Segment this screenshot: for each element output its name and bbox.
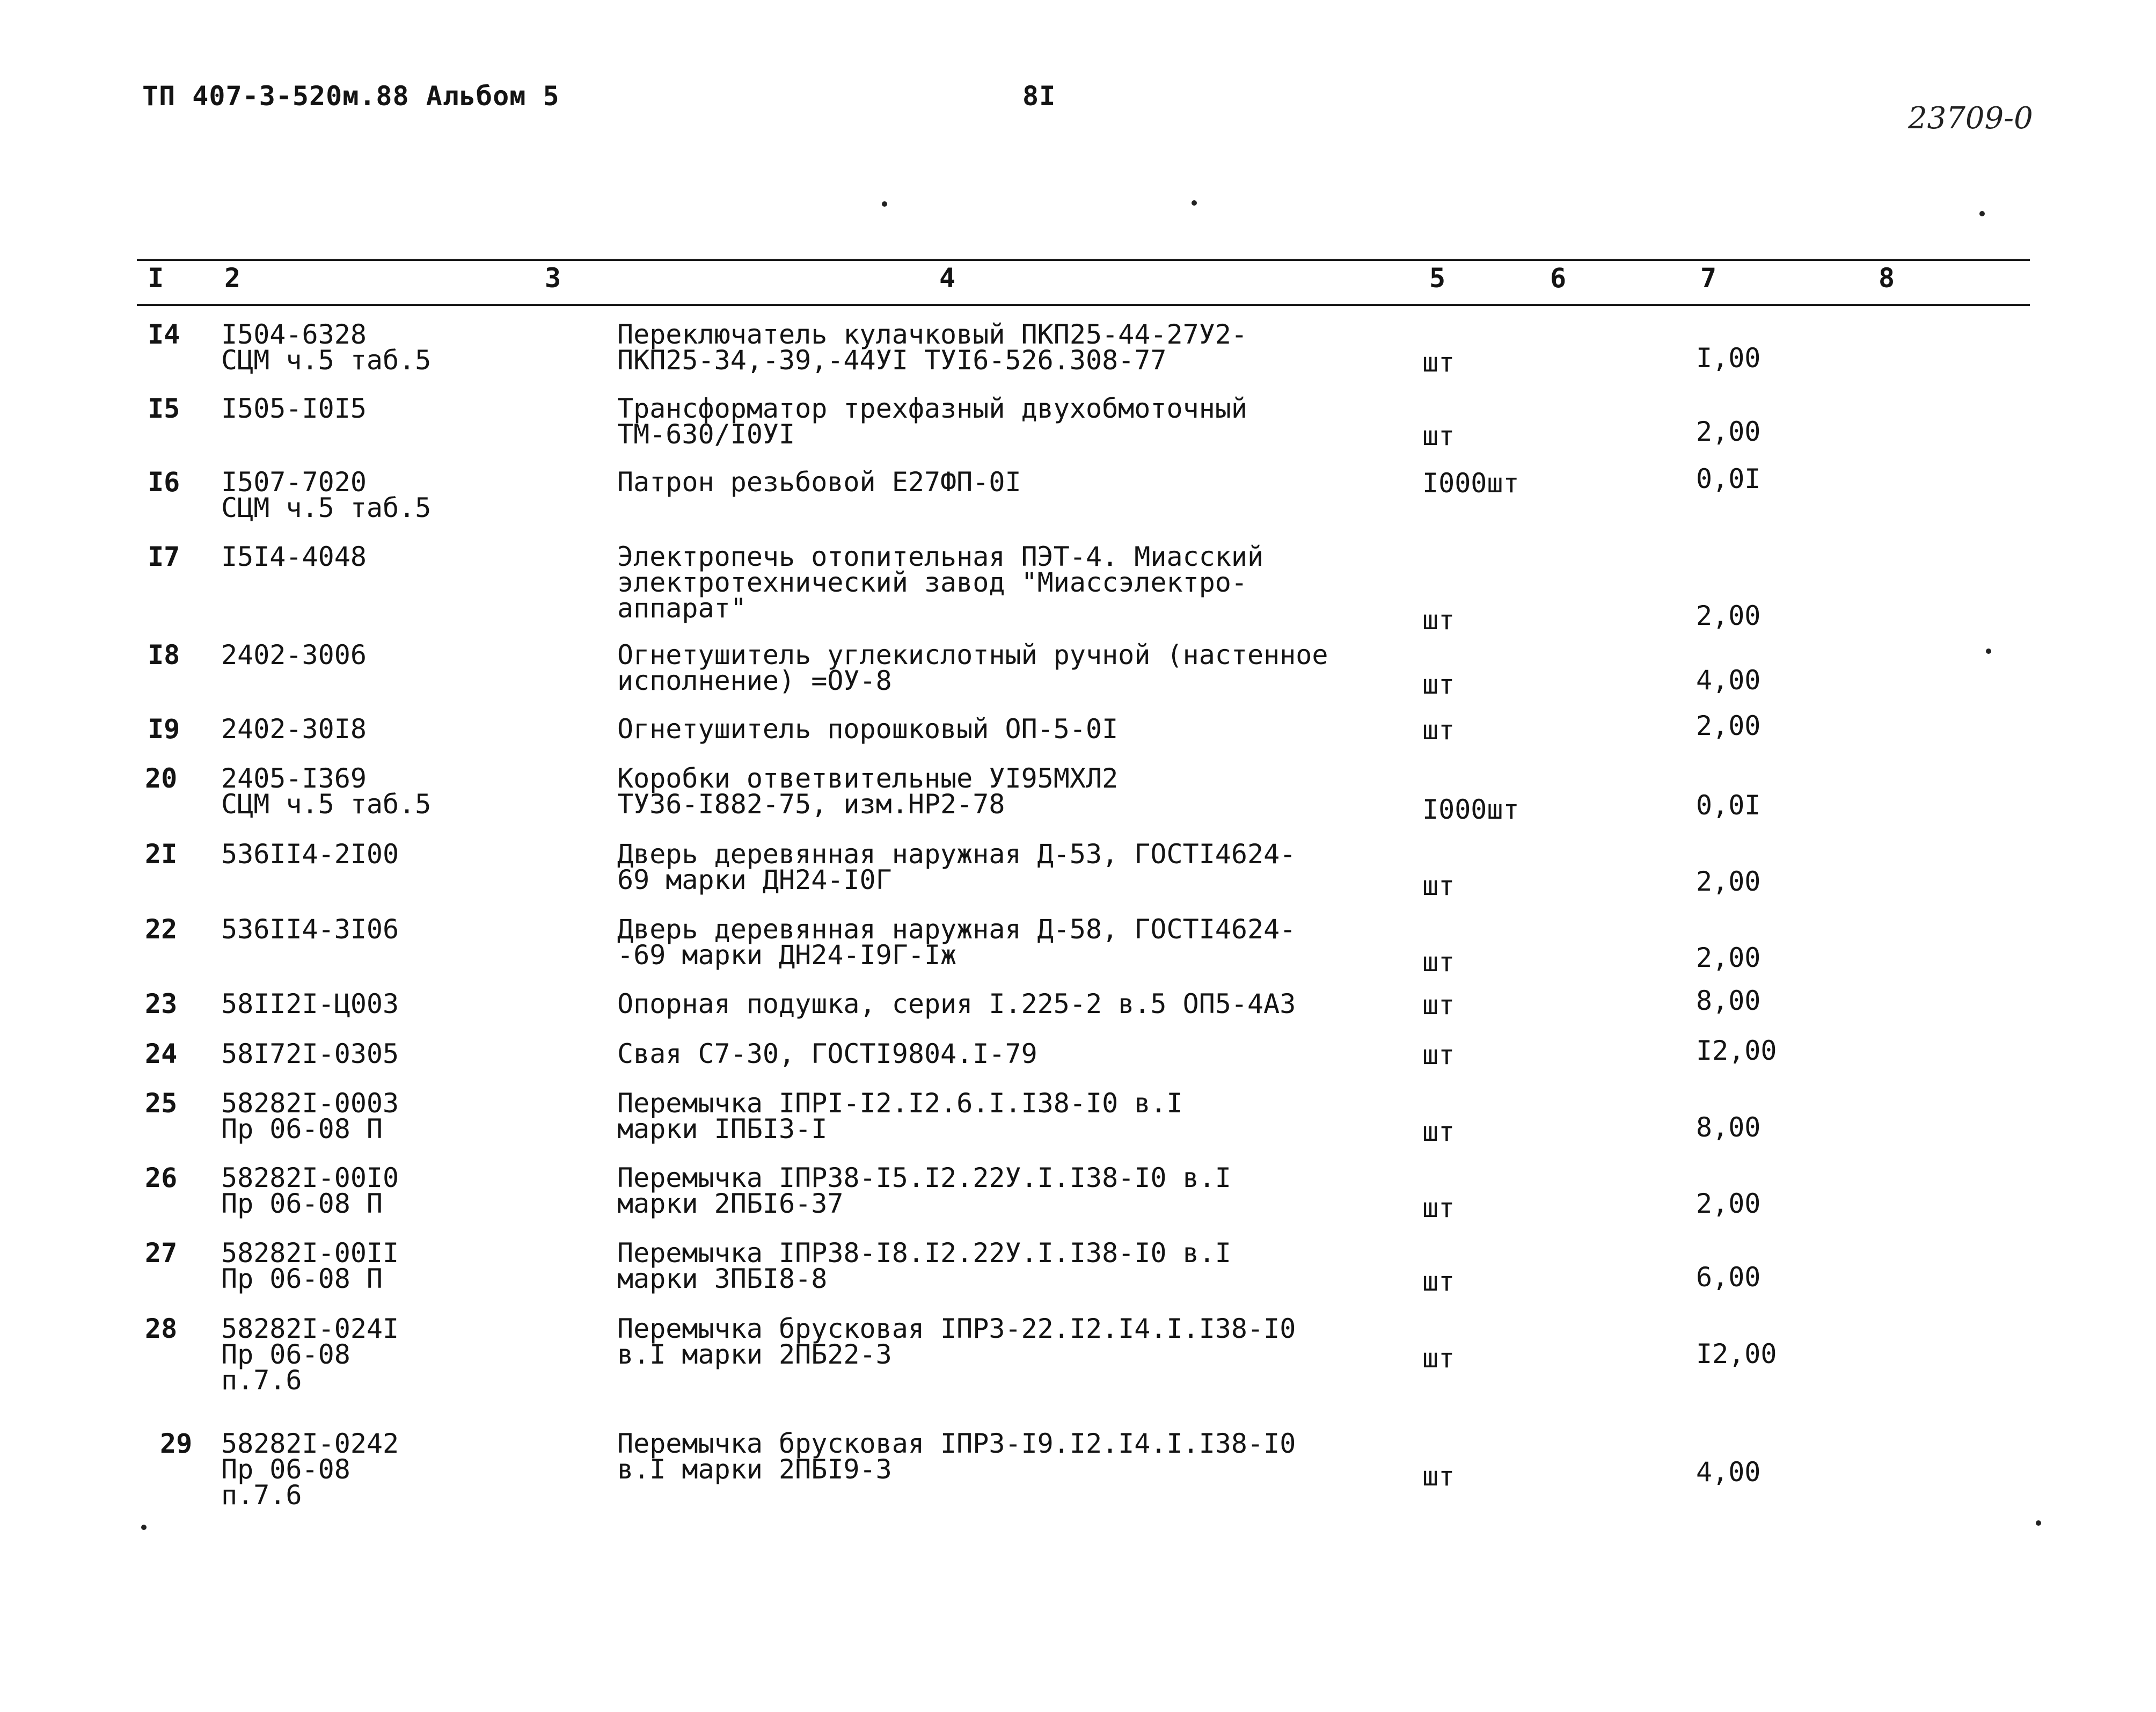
quantity-cell: 8,00: [1696, 1112, 1761, 1143]
row-number: 22: [145, 914, 178, 945]
unit-cell: шт: [1422, 989, 1455, 1021]
page-number: 8I: [1022, 81, 1056, 112]
quantity-cell: 6,00: [1696, 1262, 1761, 1293]
unit-cell: шт: [1422, 1266, 1455, 1297]
column-header-5: 5: [1429, 263, 1446, 294]
name-line: исполнение) =ОУ-8: [617, 665, 892, 696]
quantity-cell: 8,00: [1696, 985, 1761, 1016]
row-number: I4: [148, 319, 180, 350]
quantity-cell: 2,00: [1696, 600, 1761, 631]
unit-cell: шт: [1422, 604, 1455, 636]
code-line: 2402-30I8: [221, 713, 367, 745]
name-line: в.I марки 2ПБ22-3: [617, 1339, 892, 1370]
code-line: 58282I-00I0: [221, 1162, 399, 1193]
row-number: 23: [145, 988, 178, 1019]
name-line: аппарат": [617, 593, 747, 624]
archive-stamp: 23709-0: [1908, 101, 2033, 136]
quantity-cell: 2,00: [1696, 942, 1761, 973]
scan-speck: [2036, 1520, 2041, 1526]
scan-speck: [882, 201, 887, 207]
unit-cell: шт: [1422, 1343, 1455, 1374]
column-header-6: 6: [1550, 263, 1567, 294]
name-line: Опорная подушка, серия I.225-2 в.5 ОП5-4АЗ: [617, 988, 1296, 1019]
name-line: Огнетушитель углекислотный ручной (настенное: [617, 639, 1328, 671]
name-line: Перемычка IПРI-I2.I2.6.I.I38-I0 в.I: [617, 1088, 1183, 1119]
name-line: ПКП25-34,-39,-44УI ТУI6-526.308-77: [617, 345, 1167, 376]
code-line: 536II4-2I00: [221, 839, 399, 870]
quantity-cell: 4,00: [1696, 665, 1761, 696]
unit-cell: I000шт: [1422, 794, 1519, 825]
code-line: 58282I-00II: [221, 1237, 399, 1269]
row-number: 25: [145, 1088, 178, 1119]
unit-cell: шт: [1422, 715, 1455, 746]
code-line: I507-7020: [221, 467, 367, 498]
code-line: Пр 06-08: [221, 1339, 350, 1370]
row-number: 28: [145, 1313, 178, 1344]
row-number: I8: [148, 639, 180, 671]
code-line: п.7.6: [221, 1365, 302, 1396]
unit-cell: шт: [1422, 669, 1455, 700]
code-line: I505-I0I5: [221, 393, 367, 424]
code-line: 58282I-0242: [221, 1428, 399, 1459]
unit-cell: шт: [1422, 1116, 1455, 1147]
name-line: ТМ-630/I0УI: [617, 419, 795, 450]
quantity-cell: 0,0I: [1696, 790, 1761, 821]
quantity-cell: 2,00: [1696, 416, 1761, 447]
code-line: СЦМ ч.5 таб.5: [221, 492, 432, 523]
unit-cell: шт: [1422, 347, 1455, 378]
code-line: Пр 06-08: [221, 1454, 350, 1485]
unit-cell: шт: [1422, 1461, 1455, 1492]
code-line: 2402-3006: [221, 639, 367, 671]
scan-speck: [141, 1525, 147, 1530]
quantity-cell: 0,0I: [1696, 463, 1761, 494]
document-code: ТП 407-3-520м.88 Альбом 5: [142, 81, 560, 112]
name-line: марки 2ПБI6-37: [617, 1188, 844, 1219]
code-line: СЦМ ч.5 таб.5: [221, 345, 432, 376]
column-header-8: 8: [1879, 263, 1895, 294]
name-line: Свая С7-30, ГОСТI9804.I-79: [617, 1038, 1037, 1069]
quantity-cell: 4,00: [1696, 1456, 1761, 1488]
code-line: 58282I-0003: [221, 1088, 399, 1119]
column-header-7: 7: [1700, 263, 1717, 294]
name-line: Переключатель кулачковый ПКП25-44-27У2-: [617, 319, 1247, 350]
quantity-cell: I,00: [1696, 343, 1761, 374]
name-line: ТУ36-I882-75, изм.НР2-78: [617, 789, 1005, 820]
name-line: Перемычка IПР38-I5.I2.22У.I.I38-I0 в.I: [617, 1162, 1231, 1193]
row-number: 27: [145, 1237, 178, 1269]
row-number: I5: [148, 393, 180, 424]
unit-cell: шт: [1422, 1039, 1455, 1070]
code-line: СЦМ ч.5 таб.5: [221, 789, 432, 820]
row-number: I9: [148, 713, 180, 745]
row-number: I6: [148, 467, 180, 498]
code-line: 2405-I369: [221, 763, 367, 794]
row-number: 29: [160, 1428, 193, 1459]
unit-cell: шт: [1422, 870, 1455, 901]
name-line: марки 3ПБI8-8: [617, 1263, 828, 1294]
row-number: 24: [145, 1038, 178, 1069]
name-line: Перемычка брусковая IПРЗ-I9.I2.I4.I.I38-I0: [617, 1428, 1296, 1459]
name-line: в.I марки 2ПБI9-3: [617, 1454, 892, 1485]
code-line: п.7.6: [221, 1480, 302, 1511]
code-line: I5I4-4048: [221, 541, 367, 572]
code-line: Пр 06-08 П: [221, 1263, 383, 1294]
unit-cell: шт: [1422, 1192, 1455, 1223]
code-line: 58II2I-Ц003: [221, 988, 399, 1019]
unit-cell: I000шт: [1422, 468, 1519, 499]
name-line: Перемычка брусковая IПРЗ-22.I2.I4.I.I38-I0: [617, 1313, 1296, 1344]
quantity-cell: 2,00: [1696, 1188, 1761, 1219]
row-number: 20: [145, 763, 178, 794]
column-header-2: 2: [224, 263, 241, 294]
code-line: Пр 06-08 П: [221, 1113, 383, 1145]
column-header-4: 4: [939, 263, 956, 294]
scan-speck: [1979, 211, 1985, 216]
row-number: 26: [145, 1162, 178, 1193]
name-line: 69 марки ДН24-I0Г: [617, 864, 892, 895]
column-header-3: 3: [545, 263, 561, 294]
unit-cell: шт: [1422, 420, 1455, 451]
scan-speck: [1192, 200, 1197, 206]
name-line: -69 марки ДН24-I9Г-Iж: [617, 939, 957, 971]
scan-speck: [1986, 649, 1991, 654]
unit-cell: шт: [1422, 946, 1455, 978]
name-line: Электропечь отопительная ПЭТ-4. Миасский: [617, 541, 1264, 572]
table-top-rule: [137, 259, 2030, 261]
row-number: 2I: [145, 839, 178, 870]
name-line: Дверь деревянная наружная Д-58, ГОСТI4624-: [617, 914, 1296, 945]
column-header-1: I: [148, 263, 164, 294]
name-line: Патрон резьбовой Е27ФП-0I: [617, 467, 1021, 498]
name-line: Перемычка IПР38-I8.I2.22У.I.I38-I0 в.I: [617, 1237, 1231, 1269]
row-number: I7: [148, 541, 180, 572]
name-line: электротехнический завод "Миассэлектро-: [617, 567, 1247, 598]
name-line: марки IПБI3-I: [617, 1113, 828, 1145]
code-line: 536II4-3I06: [221, 914, 399, 945]
code-line: 58I72I-0305: [221, 1038, 399, 1069]
code-line: 58282I-024I: [221, 1313, 399, 1344]
name-line: Дверь деревянная наружная Д-53, ГОСТI4624-: [617, 839, 1296, 870]
quantity-cell: I2,00: [1696, 1338, 1777, 1369]
code-line: I504-6328: [221, 319, 367, 350]
name-line: Трансформатор трехфазный двухобмоточный: [617, 393, 1247, 424]
quantity-cell: 2,00: [1696, 710, 1761, 741]
name-line: Коробки ответвительные УI95МХЛ2: [617, 763, 1119, 794]
name-line: Огнетушитель порошковый ОП-5-0I: [617, 713, 1119, 745]
quantity-cell: I2,00: [1696, 1035, 1777, 1066]
code-line: Пр 06-08 П: [221, 1188, 383, 1219]
quantity-cell: 2,00: [1696, 866, 1761, 897]
table-header-rule: [137, 304, 2030, 306]
